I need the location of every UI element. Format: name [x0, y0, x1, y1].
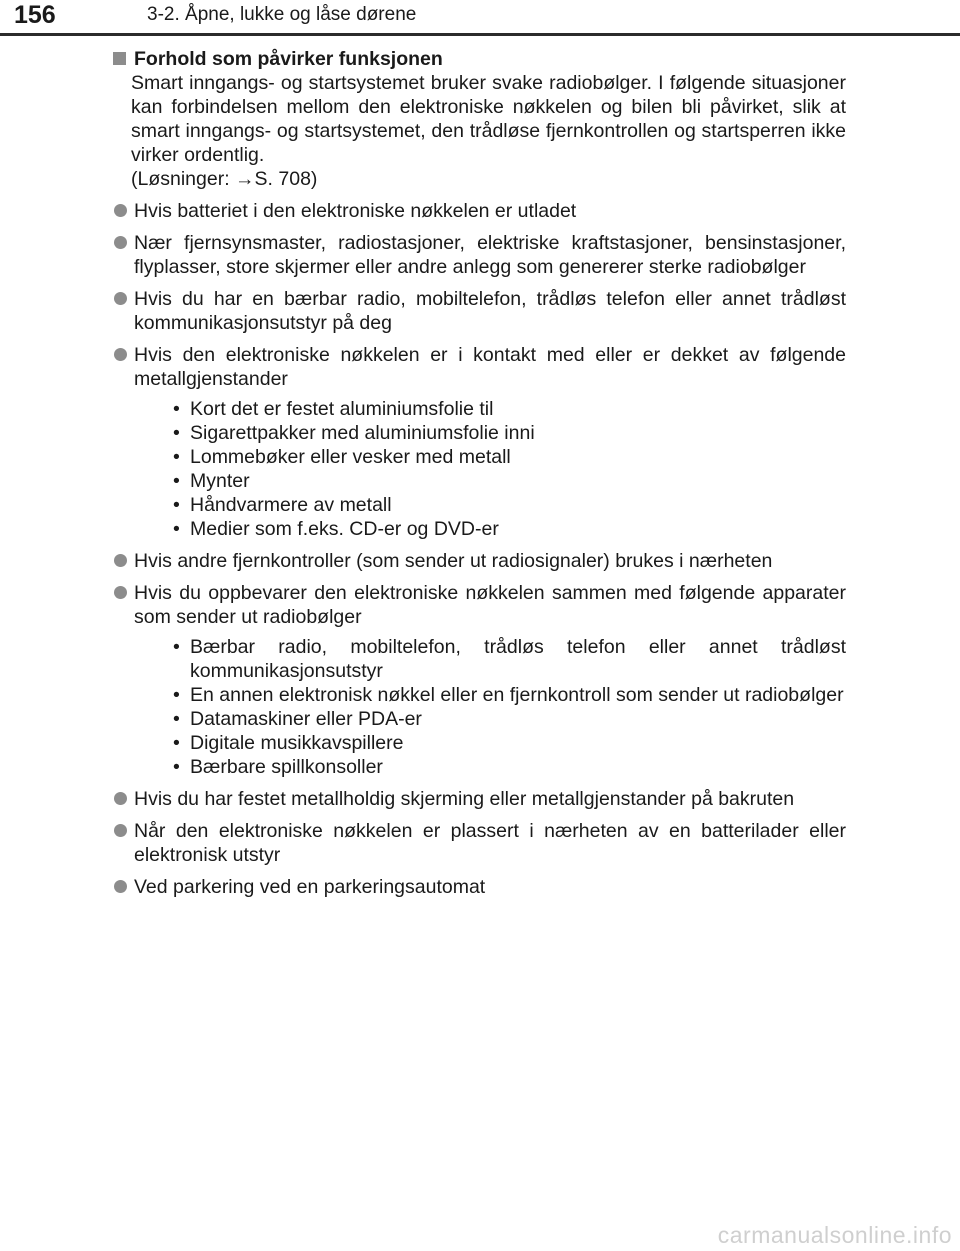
bullet-icon: •: [173, 756, 180, 778]
sub-list-item: [169, 683, 846, 707]
sub-list-text: En annen elektronisk nøkkel eller en fjernkontroll som sender ut radiobølger: [190, 684, 844, 706]
sub-list-item: [169, 635, 846, 683]
round-bullet-icon: [114, 824, 127, 837]
sub-list: [169, 635, 846, 779]
list-item-text: Nær fjernsynsmaster, radiostasjoner, elektriske kraftstasjoner, bensinstasjoner, flyplasser, store skjermer eller andre anlegg som genererer sterke radiobølger: [134, 232, 846, 278]
header-divider: [0, 33, 960, 36]
solutions-reference: (Løsninger: →S. 708): [131, 168, 318, 190]
round-bullet-icon: [114, 348, 127, 361]
sub-list-text: Digitale musikkavspillere: [190, 732, 404, 754]
bullet-icon: •: [173, 518, 180, 540]
sub-list-item: [169, 517, 846, 541]
sub-list-item: [169, 421, 846, 445]
list-item-text: Hvis du oppbevarer den elektroniske nøkkelen sammen med følgende apparater som sender ut radiobølger: [134, 582, 846, 628]
list-item: [110, 549, 846, 573]
list-item: [110, 199, 846, 223]
round-bullet-icon: [114, 236, 127, 249]
round-bullet-icon: [114, 554, 127, 567]
bullet-icon: •: [173, 636, 180, 658]
section-heading: [110, 47, 846, 71]
list-item: [110, 581, 846, 779]
sub-list-item: [169, 707, 846, 731]
sub-list-text: Mynter: [190, 470, 250, 492]
sub-list-item: [169, 445, 846, 469]
section-intro: [131, 71, 846, 191]
section-title: Forhold som påvirker funksjonen: [134, 48, 443, 70]
round-bullet-icon: [114, 792, 127, 805]
list-item-text: Når den elektroniske nøkkelen er plassert i nærheten av en batterilader eller elektronisk utstyr: [134, 820, 846, 866]
list-item: [110, 343, 846, 541]
sub-list-text: Bærbare spillkonsoller: [190, 756, 383, 778]
sub-list-item: [169, 493, 846, 517]
list-item-body: [134, 787, 846, 811]
round-bullet-icon: [114, 586, 127, 599]
intro-paragraph: Smart inngangs- og startsystemet bruker svake radiobølger. I følgende situasjoner kan forbindelsen mellom den elektroniske nøkkelen og bilen bli påvirket, slik at smart inngangs- og startsystemet, den trådløse fjernkontrollen og startsperren ikke virker ordentlig.: [131, 72, 846, 166]
bullet-icon: •: [173, 732, 180, 754]
bullet-icon: •: [173, 470, 180, 492]
sub-list-item: [169, 755, 846, 779]
sub-list-text: Håndvarmere av metall: [190, 494, 392, 516]
round-bullet-icon: [114, 204, 127, 217]
sub-list-item: [169, 397, 846, 421]
sub-list-text: Datamaskiner eller PDA-er: [190, 708, 422, 730]
round-bullet-icon: [114, 292, 127, 305]
sub-list-text: Bærbar radio, mobiltelefon, trådløs telefon eller annet trådløst kommunikasjonsutstyr: [190, 636, 846, 682]
list-item-body: [134, 231, 846, 279]
list-item-body: [134, 875, 846, 899]
bullet-icon: •: [173, 708, 180, 730]
list-item-body: [134, 819, 846, 867]
sub-list-text: Medier som f.eks. CD-er og DVD-er: [190, 518, 499, 540]
list-item-body: [134, 343, 846, 541]
bullet-icon: •: [173, 494, 180, 516]
sub-list-item: [169, 731, 846, 755]
bullet-icon: •: [173, 398, 180, 420]
condition-list: [110, 199, 846, 899]
chapter-heading: 3-2. Åpne, lukke og låse dørene: [147, 4, 417, 25]
square-bullet-icon: [113, 52, 126, 65]
bullet-icon: •: [173, 422, 180, 444]
sub-list: [169, 397, 846, 541]
round-bullet-icon: [114, 880, 127, 893]
page-number: 156: [14, 1, 56, 29]
list-item-text: Hvis den elektroniske nøkkelen er i kontakt med eller er dekket av følgende metallgjenstander: [134, 344, 846, 390]
bullet-icon: •: [173, 684, 180, 706]
list-item-text: Hvis du har en bærbar radio, mobiltelefon, trådløs telefon eller annet trådløst kommunikasjonsutstyr på deg: [134, 288, 846, 334]
list-item-body: [134, 199, 846, 223]
bullet-icon: •: [173, 446, 180, 468]
sub-list-text: Kort det er festet aluminiumsfolie til: [190, 398, 494, 420]
list-item: [110, 231, 846, 279]
list-item: [110, 787, 846, 811]
page-content: [110, 47, 846, 899]
list-item: [110, 875, 846, 899]
list-item-body: [134, 287, 846, 335]
list-item: [110, 819, 846, 867]
sub-list-item: [169, 469, 846, 493]
sub-list-text: Sigarettpakker med aluminiumsfolie inni: [190, 422, 535, 444]
list-item-body: [134, 581, 846, 779]
list-item-text: Hvis batteriet i den elektroniske nøkkelen er utladet: [134, 200, 577, 222]
sub-list-text: Lommebøker eller vesker med metall: [190, 446, 511, 468]
list-item: [110, 287, 846, 335]
watermark: carmanualsonline.info: [717, 1222, 952, 1248]
list-item-text: Hvis du har festet metallholdig skjerming eller metallgjenstander på bakruten: [134, 788, 795, 810]
list-item-text: Ved parkering ved en parkeringsautomat: [134, 876, 486, 898]
list-item-body: [134, 549, 846, 573]
list-item-text: Hvis andre fjernkontroller (som sender ut radiosignaler) brukes i nærheten: [134, 550, 773, 572]
